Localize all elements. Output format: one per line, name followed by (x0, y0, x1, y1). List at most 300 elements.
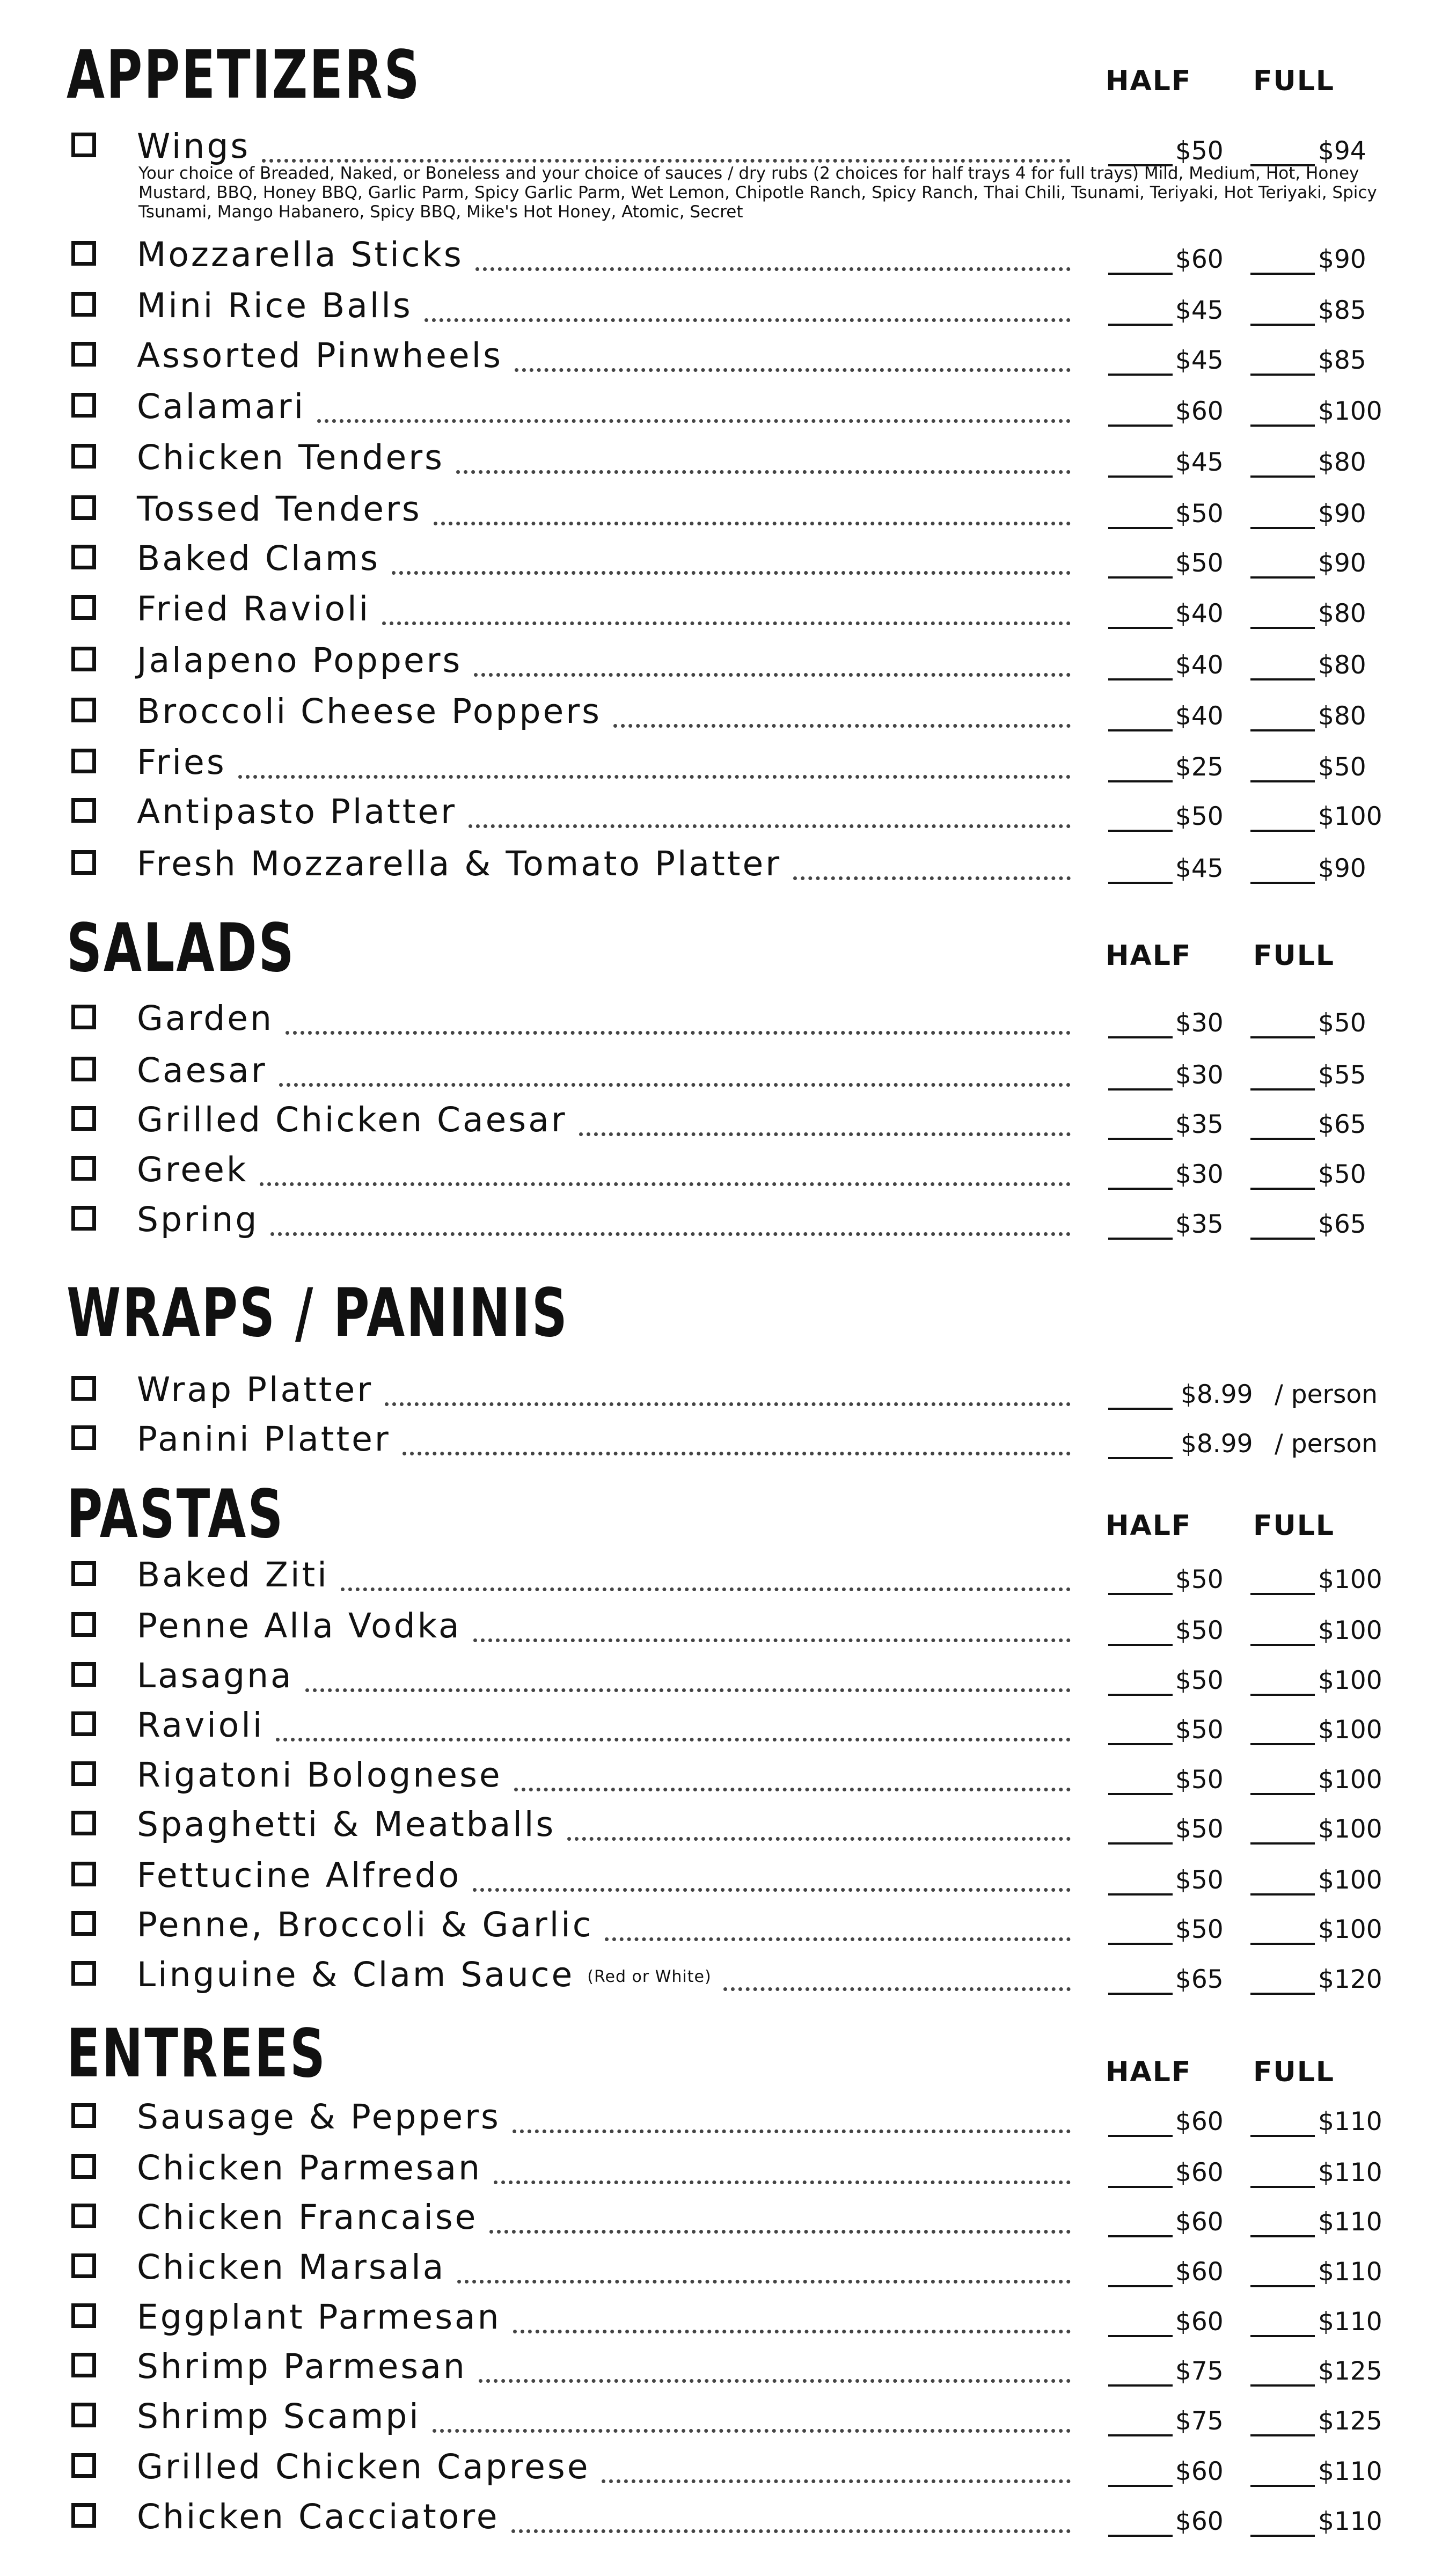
checkbox-icon[interactable] (71, 1156, 96, 1181)
half-line (1108, 2235, 1173, 2237)
full-line (1250, 1138, 1315, 1140)
menu-item-name (137, 2249, 445, 2286)
dot-leader (474, 673, 1071, 677)
menu-item-name (137, 2448, 590, 2486)
half-line (1108, 1593, 1173, 1595)
dot-leader (511, 2529, 1071, 2533)
menu-item-name-text: Shrimp Scampi (137, 2397, 421, 2436)
checkbox-icon[interactable] (71, 1961, 96, 1986)
half-price: $50 (1175, 802, 1224, 831)
checkbox-icon[interactable] (71, 241, 96, 266)
half-price: $50 (1175, 1765, 1224, 1795)
menu-item-name (137, 1101, 567, 1139)
full-price: $55 (1318, 1060, 1366, 1090)
half-line (1108, 2434, 1173, 2436)
half-price: $30 (1175, 1008, 1224, 1038)
checkbox-icon[interactable] (71, 1761, 96, 1786)
half-price: $65 (1175, 1965, 1224, 1994)
dot-leader (793, 876, 1071, 880)
dot-leader (473, 1888, 1071, 1892)
half-line (1108, 324, 1173, 326)
full-price: $50 (1318, 1160, 1366, 1189)
checkbox-icon[interactable] (71, 1862, 96, 1886)
menu-item-name-text: Lasagna (137, 1656, 294, 1695)
checkbox-icon[interactable] (71, 850, 96, 875)
full-line (1250, 1088, 1315, 1091)
dot-leader (276, 1738, 1071, 1741)
full-line (1250, 830, 1315, 832)
full-price: $100 (1318, 1616, 1382, 1645)
full-line (1250, 1743, 1315, 1745)
menu-item-row (0, 236, 1449, 274)
dot-leader (513, 2330, 1071, 2333)
dot-leader (260, 1182, 1071, 1186)
full-line (1250, 374, 1315, 376)
half-price: $35 (1175, 1210, 1224, 1239)
price-per-person: $8.99 (1181, 1380, 1253, 1409)
column-half-label: HALF (1106, 2056, 1192, 2088)
menu-item-name (137, 2199, 478, 2236)
menu-item-row (0, 540, 1449, 577)
menu-item-row (0, 2098, 1449, 2136)
full-line (1250, 1893, 1315, 1896)
menu-item-row (0, 845, 1449, 883)
full-line (1250, 882, 1315, 884)
checkbox-icon[interactable] (71, 1206, 96, 1231)
menu-item-row (0, 2249, 1449, 2286)
dot-leader (513, 2129, 1071, 2133)
menu-item-name (137, 1607, 462, 1645)
half-line (1108, 2384, 1173, 2387)
dot-leader (238, 775, 1071, 779)
half-price: $50 (1175, 1715, 1224, 1745)
menu-item-name-text: Fettucine Alfredo (137, 1856, 462, 1895)
dot-leader (602, 2479, 1071, 2483)
menu-item-row (0, 1956, 1449, 1994)
full-line (1250, 1036, 1315, 1038)
menu-item-name (137, 2299, 501, 2336)
half-line (1108, 1088, 1173, 1091)
checkbox-icon[interactable] (71, 1561, 96, 1586)
menu-item-name-text: Wrap Platter (137, 1370, 374, 1409)
menu-item-description: Your choice of Breaded, Naked, or Boneless and your choice of sauces / dry rubs (2 choices for half trays 4 for full trays) Mild, Medium, Hot, Honey Mustard, BBQ, Honey BBQ, Garlic Parm, Spicy Garlic Parm, Wet Lemon, Chipotle Ranch, Spicy Ranch, Thai Chili, Tsunami, Teriyaki, Hot Teriyaki, Spicy Tsunami, Mango Habanero, Spicy BBQ, Mike's Hot Honey, Atomic, Secret (138, 164, 1377, 222)
checkbox-icon[interactable] (71, 595, 96, 620)
dot-leader (567, 1837, 1071, 1841)
half-line (1108, 678, 1173, 680)
menu-item-name-text: Chicken Francaise (137, 2198, 478, 2237)
half-line (1108, 576, 1173, 579)
checkbox-icon[interactable] (71, 698, 96, 722)
checkbox-icon[interactable] (71, 1057, 96, 1081)
dot-leader (515, 368, 1071, 372)
menu-item-name-text: Wings (137, 127, 251, 166)
menu-item-name-text: Grilled Chicken Caesar (137, 1100, 567, 1139)
half-price: $45 (1175, 854, 1224, 883)
menu-item-name (137, 2348, 467, 2385)
half-line (1108, 2485, 1173, 2487)
full-line (1250, 273, 1315, 275)
menu-item-note: (Red or White) (587, 1967, 712, 1986)
full-price: $120 (1318, 1965, 1382, 1994)
menu-item-name (137, 2098, 501, 2136)
full-price: $80 (1318, 650, 1366, 680)
menu-item-row (0, 1052, 1449, 1089)
full-line (1250, 1842, 1315, 1845)
half-line (1108, 273, 1173, 275)
dot-leader (433, 2429, 1071, 2433)
half-price: $60 (1175, 2107, 1224, 2136)
full-price: $110 (1318, 2307, 1382, 2337)
menu-item-name (137, 2498, 500, 2536)
menu-item-row (0, 1707, 1449, 1744)
checkbox-icon[interactable] (71, 2453, 96, 2478)
dot-leader (473, 1638, 1071, 1642)
menu-item-name-text: Penne Alla Vodka (137, 1606, 462, 1645)
dot-leader (385, 1402, 1071, 1406)
full-price: $110 (1318, 2207, 1382, 2237)
half-line (1108, 1842, 1173, 1845)
checkbox-icon[interactable] (71, 1612, 96, 1637)
dot-leader (262, 159, 1071, 163)
full-line (1250, 1943, 1315, 1945)
half-line (1108, 1644, 1173, 1646)
menu-item-row (0, 2299, 1449, 2336)
full-line (1250, 2186, 1315, 2188)
menu-item-row (0, 1857, 1449, 1894)
full-price: $100 (1318, 1666, 1382, 1695)
menu-item-name-text: Assorted Pinwheels (137, 336, 503, 375)
dot-leader (434, 522, 1071, 525)
dot-leader (579, 1132, 1071, 1136)
menu-item-row (0, 744, 1449, 781)
menu-item-name-text: Grilled Chicken Caprese (137, 2447, 590, 2486)
full-line (1250, 324, 1315, 326)
dot-leader (425, 318, 1071, 322)
menu-item-name (137, 793, 457, 831)
checkbox-icon[interactable] (71, 393, 96, 418)
full-price: $65 (1318, 1110, 1366, 1139)
menu-item-row (0, 793, 1449, 831)
half-price: $50 (1175, 1814, 1224, 1844)
menu-item-name (137, 1556, 329, 1594)
checkbox-icon[interactable] (71, 647, 96, 671)
full-price: $100 (1318, 1814, 1382, 1844)
dot-leader (270, 1232, 1071, 1236)
menu-item-row (0, 2199, 1449, 2236)
checkbox-icon[interactable] (71, 2353, 96, 2377)
dot-leader (286, 1031, 1071, 1035)
menu-item-name (137, 491, 422, 528)
section-title-entrees: ENTREES (67, 2015, 327, 2092)
menu-item-name-text: Chicken Cacciatore (137, 2497, 500, 2536)
half-line (1108, 1993, 1173, 1995)
half-price: $60 (1175, 2158, 1224, 2187)
full-line (1250, 729, 1315, 731)
full-line (1250, 2535, 1315, 2537)
dot-leader (489, 2230, 1071, 2234)
half-price: $40 (1175, 599, 1224, 628)
menu-item-row (0, 1371, 1449, 1409)
half-price: $60 (1175, 2207, 1224, 2237)
checkbox-icon[interactable] (71, 2303, 96, 2328)
menu-item-name-text: Mini Rice Balls (137, 286, 413, 325)
menu-item-name (137, 1421, 391, 1458)
checkbox-icon[interactable] (71, 1811, 96, 1835)
full-price: $125 (1318, 2357, 1382, 2386)
dot-leader (392, 571, 1071, 575)
half-line (1108, 1036, 1173, 1038)
menu-item-name (137, 1906, 593, 1944)
menu-item-name (137, 1371, 373, 1409)
menu-item-name-text: Mozzarella Sticks (137, 235, 464, 274)
dot-leader (479, 2379, 1071, 2383)
menu-item-name-text: Fried Ravioli (137, 589, 371, 628)
full-price: $50 (1318, 1008, 1366, 1038)
full-line (1250, 2485, 1315, 2487)
menu-item-name (137, 128, 250, 165)
half-line (1108, 1893, 1173, 1896)
checkbox-icon[interactable] (71, 2253, 96, 2278)
half-price: $50 (1175, 1865, 1224, 1895)
checkbox-icon[interactable] (71, 1911, 96, 1936)
half-price: $30 (1175, 1160, 1224, 1189)
column-half-label: HALF (1106, 65, 1192, 97)
full-price: $110 (1318, 2507, 1382, 2536)
checkbox-icon[interactable] (71, 749, 96, 773)
menu-item-name-text: Chicken Marsala (137, 2248, 446, 2287)
menu-item-name (137, 642, 462, 679)
full-price: $110 (1318, 2457, 1382, 2486)
menu-item-name-text: Linguine & Clam Sauce (137, 1955, 575, 1994)
menu-item-row (0, 693, 1449, 730)
column-full-label: FULL (1253, 2056, 1335, 2088)
menu-item-name (137, 1052, 267, 1089)
half-line (1108, 729, 1173, 731)
price-unit: / person (1275, 1380, 1378, 1409)
dot-leader (279, 1083, 1071, 1087)
half-price: $45 (1175, 346, 1224, 375)
menu-item-row (0, 1806, 1449, 1843)
checkbox-icon[interactable] (71, 545, 96, 569)
half-line (1108, 1943, 1173, 1945)
menu-item-name-text: Broccoli Cheese Poppers (137, 692, 602, 731)
full-price: $94 (1318, 136, 1366, 166)
dot-leader (613, 724, 1071, 728)
half-price: $50 (1175, 1616, 1224, 1645)
full-price: $100 (1318, 397, 1382, 426)
full-line (1250, 1694, 1315, 1696)
full-line (1250, 1238, 1315, 1240)
half-line (1108, 1238, 1173, 1240)
menu-item-name-text: Shrimp Parmesan (137, 2347, 467, 2386)
full-line (1250, 425, 1315, 427)
dot-leader (382, 621, 1071, 625)
half-price: $60 (1175, 2507, 1224, 2536)
dot-leader (341, 1587, 1071, 1591)
menu-item-name-text: Caesar (137, 1051, 267, 1090)
menu-item-name (137, 1000, 274, 1037)
checkbox-icon[interactable] (71, 342, 96, 367)
menu-item-row (0, 1906, 1449, 1944)
half-line (1108, 374, 1173, 376)
half-price: $60 (1175, 2257, 1224, 2287)
half-price: $50 (1175, 499, 1224, 529)
full-price: $100 (1318, 1715, 1382, 1745)
full-price: $80 (1318, 599, 1366, 628)
menu-item-name-text: Chicken Tenders (137, 438, 444, 477)
menu-item-row (0, 1421, 1449, 1458)
half-line (1108, 2186, 1173, 2188)
menu-item-name (137, 439, 444, 477)
full-line (1250, 475, 1315, 478)
menu-item-name-text: Baked Ziti (137, 1555, 329, 1594)
menu-item-row (0, 2149, 1449, 2187)
dot-leader (456, 470, 1071, 474)
price-line (1108, 1457, 1173, 1459)
menu-item-row (0, 1757, 1449, 1794)
full-line (1250, 527, 1315, 529)
half-price: $60 (1175, 2457, 1224, 2486)
checkbox-icon[interactable] (71, 2154, 96, 2179)
menu-item-name (137, 236, 464, 274)
half-price: $60 (1175, 2307, 1224, 2337)
menu-item-name-text: Chicken Parmesan (137, 2148, 482, 2187)
full-price: $50 (1318, 752, 1366, 782)
menu-item-name-text: Tossed Tenders (137, 489, 422, 529)
checkbox-icon[interactable] (71, 2503, 96, 2528)
column-half-label: HALF (1106, 1510, 1192, 1542)
full-price: $100 (1318, 802, 1382, 831)
column-full-label: FULL (1253, 940, 1335, 972)
menu-item-name-text: Sausage & Peppers (137, 2097, 501, 2136)
full-price: $85 (1318, 346, 1366, 375)
checkbox-icon[interactable] (71, 798, 96, 823)
half-price: $25 (1175, 752, 1224, 782)
half-line (1108, 2135, 1173, 2137)
checkbox-icon[interactable] (71, 2204, 96, 2228)
dot-leader (317, 419, 1071, 423)
full-price: $80 (1318, 448, 1366, 477)
half-line (1108, 1188, 1173, 1190)
menu-item-row (0, 128, 1449, 165)
half-line (1108, 2285, 1173, 2287)
full-line (1250, 2235, 1315, 2237)
half-price: $40 (1175, 701, 1224, 731)
price-unit: / person (1275, 1429, 1378, 1459)
checkbox-icon[interactable] (71, 133, 96, 157)
full-price: $100 (1318, 1765, 1382, 1795)
menu-item-row (0, 337, 1449, 375)
full-price: $100 (1318, 1865, 1382, 1895)
half-line (1108, 1793, 1173, 1795)
menu-item-name (137, 1857, 461, 1894)
checkbox-icon[interactable] (71, 292, 96, 317)
menu-item-name-text: Ravioli (137, 1706, 265, 1745)
menu-item-name (137, 1151, 248, 1189)
full-line (1250, 2335, 1315, 2337)
column-half-label: HALF (1106, 940, 1192, 972)
menu-item-name-text: Baked Clams (137, 539, 380, 578)
menu-item-name (137, 1757, 502, 1794)
menu-item-name-text: Antipasto Platter (137, 792, 457, 831)
menu-item-name (137, 1707, 264, 1744)
dot-leader (475, 267, 1071, 271)
menu-item-row (0, 1000, 1449, 1037)
checkbox-icon[interactable] (71, 1425, 96, 1450)
menu-item-name (137, 1806, 555, 1843)
section-title-pastas: PASTAS (67, 1476, 285, 1553)
checkbox-icon[interactable] (71, 1005, 96, 1029)
column-full-label: FULL (1253, 1510, 1335, 1542)
menu-item-name-text: Calamari (137, 387, 306, 426)
full-line (1250, 1188, 1315, 1190)
menu-item-name (137, 337, 503, 375)
checkbox-icon[interactable] (71, 495, 96, 520)
menu-item-row (0, 439, 1449, 477)
half-price: $50 (1175, 136, 1224, 166)
half-price: $75 (1175, 2406, 1224, 2436)
full-price: $125 (1318, 2406, 1382, 2436)
menu-item-row (0, 2448, 1449, 2486)
menu-item-row (0, 491, 1449, 528)
dot-leader (605, 1937, 1071, 1941)
checkbox-icon[interactable] (71, 2103, 96, 2128)
half-price: $40 (1175, 650, 1224, 680)
menu-item-row (0, 2498, 1449, 2536)
half-price: $50 (1175, 1666, 1224, 1695)
checkbox-icon[interactable] (71, 2403, 96, 2427)
checkbox-icon[interactable] (71, 1662, 96, 1687)
menu-item-name-text: Greek (137, 1150, 248, 1189)
menu-item-row (0, 1101, 1449, 1139)
menu-item-row (0, 1556, 1449, 1594)
dot-leader (494, 2180, 1071, 2184)
full-price: $90 (1318, 499, 1366, 529)
checkbox-icon[interactable] (71, 1106, 96, 1131)
section-title-appetizers: APPETIZERS (67, 36, 421, 114)
full-line (1250, 2285, 1315, 2287)
full-price: $90 (1318, 548, 1366, 578)
dot-leader (723, 1987, 1071, 1991)
half-line (1108, 1138, 1173, 1140)
checkbox-icon[interactable] (71, 444, 96, 469)
half-line (1108, 425, 1173, 427)
price-per-person: $8.99 (1181, 1429, 1253, 1459)
menu-item-name-text: Spaghetti & Meatballs (137, 1805, 556, 1844)
menu-item-name-text: Rigatoni Bolognese (137, 1755, 502, 1795)
full-price: $80 (1318, 701, 1366, 731)
menu-item-row (0, 1151, 1449, 1189)
half-price: $45 (1175, 296, 1224, 325)
menu-item-name (137, 1657, 294, 1695)
menu-item-row (0, 1657, 1449, 1695)
column-full-label: FULL (1253, 65, 1335, 97)
full-price: $110 (1318, 2107, 1382, 2136)
half-line (1108, 830, 1173, 832)
dot-leader (402, 1452, 1071, 1455)
menu-item-name (137, 2149, 482, 2187)
menu-item-name-text: Fresh Mozzarella & Tomato Platter (137, 844, 782, 883)
menu-item-name (137, 590, 370, 628)
half-line (1108, 527, 1173, 529)
menu-item-name (137, 845, 781, 883)
checkbox-icon[interactable] (71, 1711, 96, 1736)
half-line (1108, 2535, 1173, 2537)
checkbox-icon[interactable] (71, 1376, 96, 1401)
menu-item-row (0, 1201, 1449, 1239)
half-price: $35 (1175, 1110, 1224, 1139)
half-price: $30 (1175, 1060, 1224, 1090)
